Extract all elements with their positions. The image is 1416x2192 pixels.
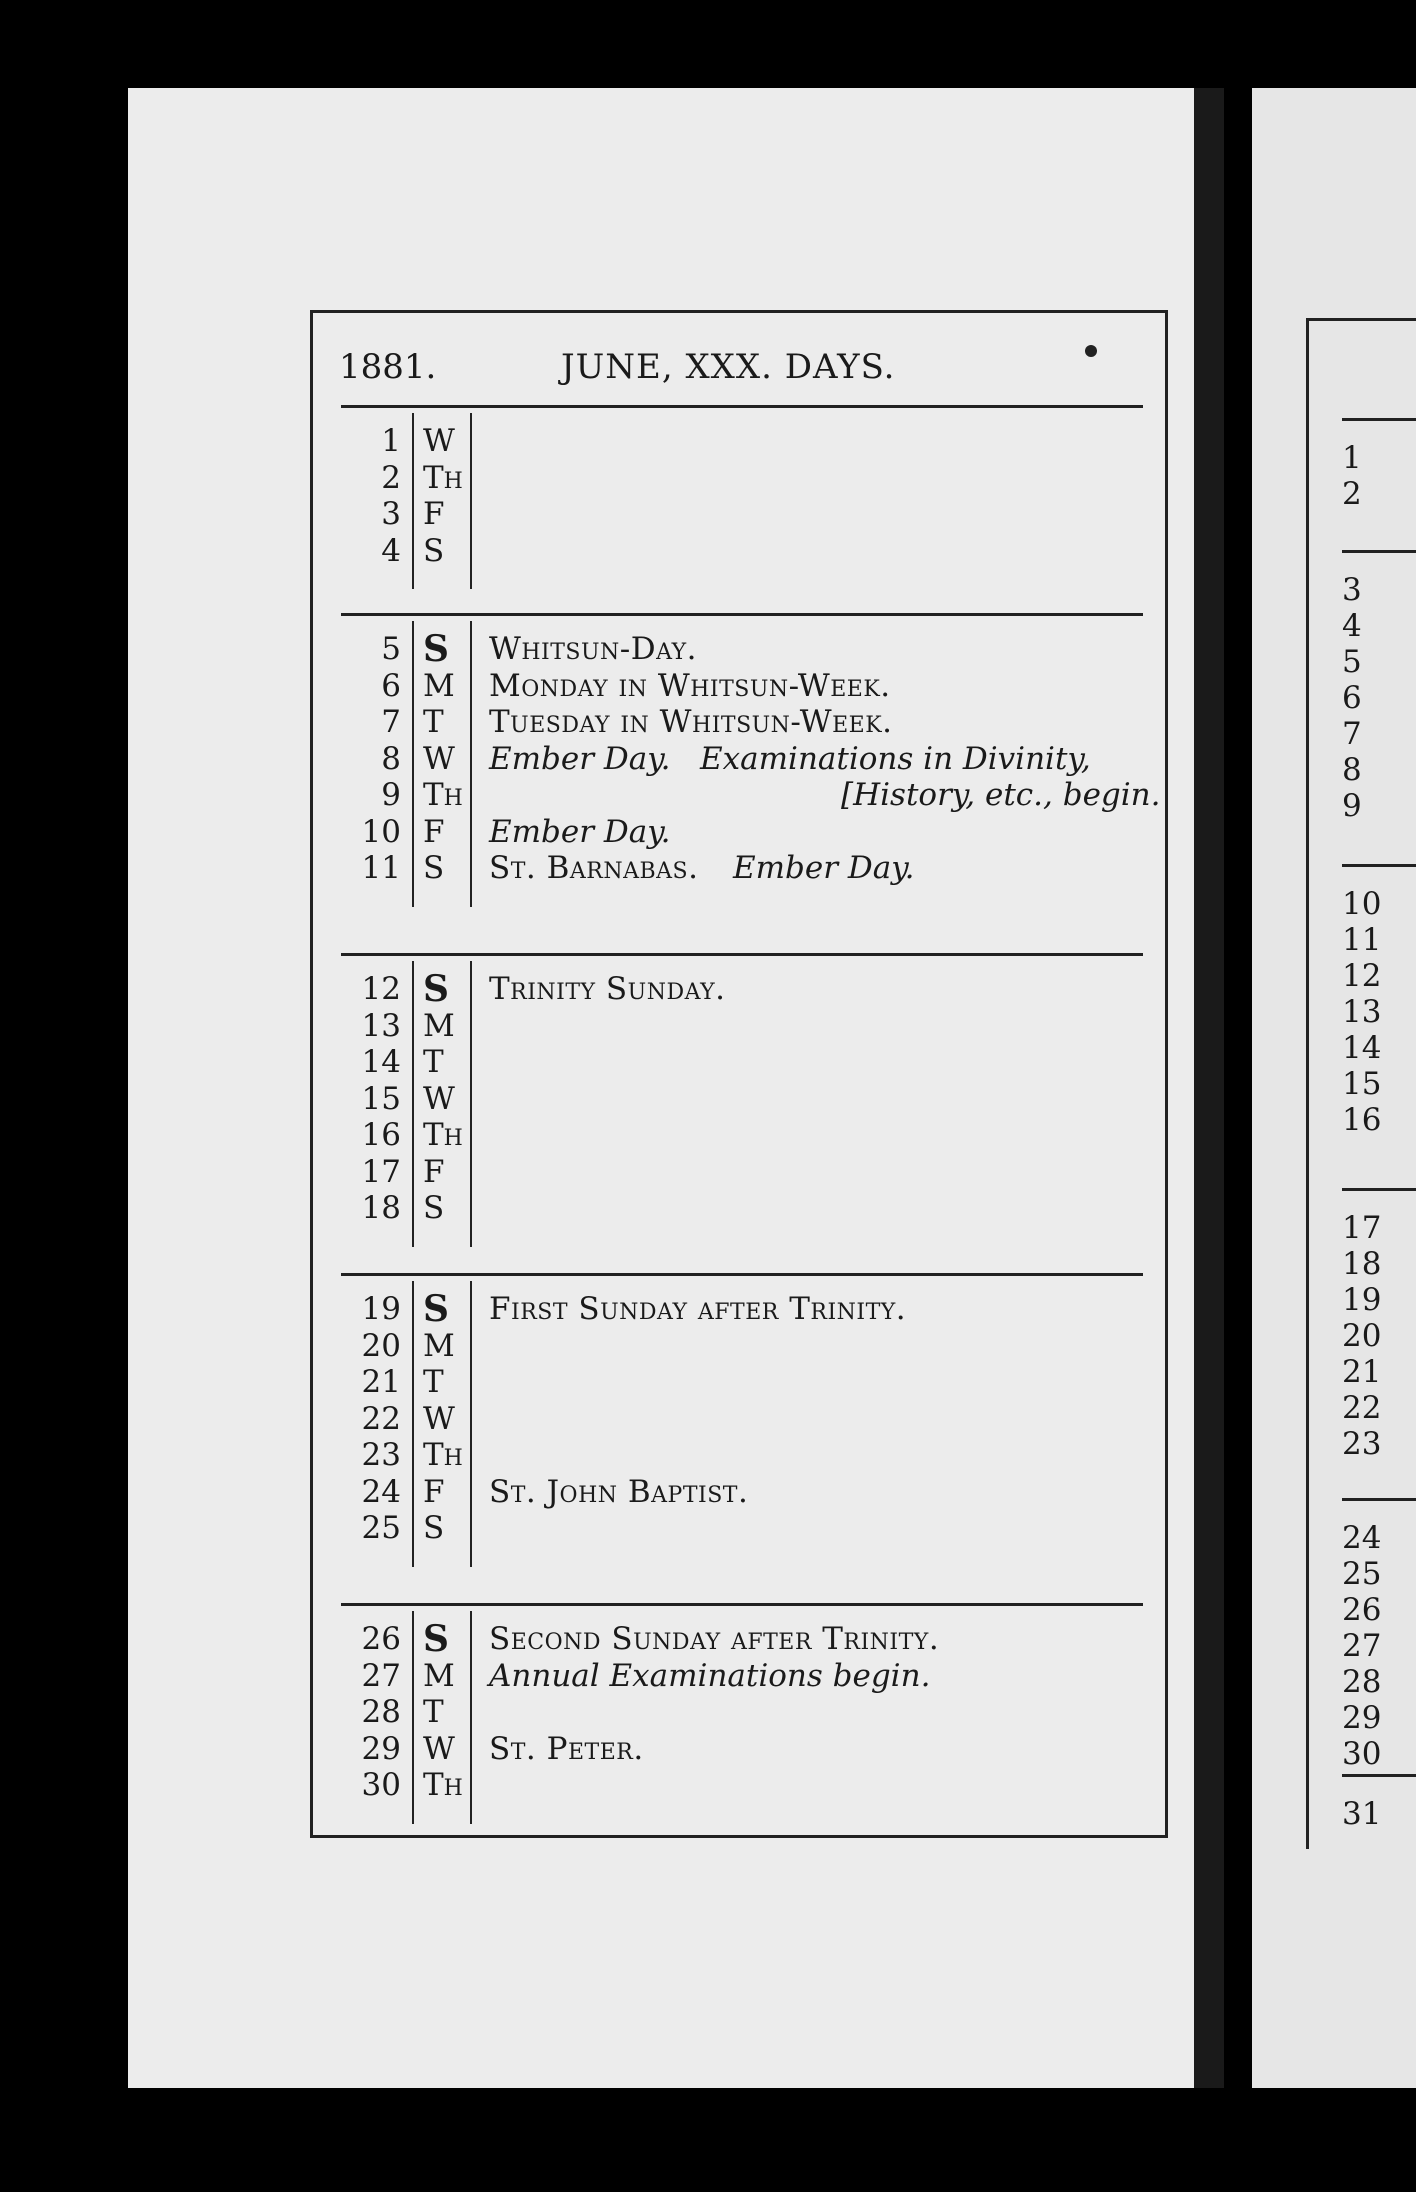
day-row: [313, 704, 1165, 740]
day-number: 11: [361, 850, 401, 886]
day-row: [313, 1008, 1165, 1044]
calendar-page: [310, 310, 1168, 1838]
week-divider: [341, 953, 1143, 956]
day-row: [313, 1510, 1165, 1546]
day-number: 5: [381, 631, 401, 667]
right-page-day-number: 30: [1342, 1736, 1382, 1772]
day-number: 12: [361, 971, 401, 1007]
event-text: Ember Day.: [489, 813, 671, 850]
day-row: [313, 1081, 1165, 1117]
day-number: 16: [361, 1117, 401, 1153]
day-row: [313, 741, 1165, 777]
right-page-day-number: 25: [1342, 1556, 1382, 1592]
day-number: 6: [381, 667, 401, 704]
right-page-day-number: 10: [1342, 886, 1382, 922]
weekday-letter: Th: [423, 1767, 463, 1803]
right-page-day-number: 31: [1342, 1796, 1382, 1832]
event-text: Ember Day. Examinations in Divinity,: [489, 740, 1091, 777]
day-row: [313, 1618, 1165, 1660]
right-page-day-number: 16: [1342, 1102, 1382, 1138]
day-number: 13: [361, 1007, 401, 1044]
day-number: 21: [361, 1364, 401, 1400]
day-number: 25: [361, 1510, 401, 1546]
right-page-day-number: 24: [1342, 1520, 1382, 1556]
right-page-day-number: 11: [1342, 922, 1382, 958]
weekday-letter: M: [423, 667, 455, 704]
day-number: 20: [361, 1327, 401, 1364]
right-page-day-number: 26: [1342, 1592, 1382, 1628]
right-page-day-number: 12: [1342, 958, 1382, 994]
right-page-day-number: 18: [1342, 1246, 1382, 1282]
weekday-letter: S: [423, 1190, 445, 1226]
day-number: 8: [381, 740, 401, 777]
right-page-day-number: 15: [1342, 1066, 1382, 1102]
day-row: [313, 1190, 1165, 1226]
weekday-letter: M: [423, 1327, 455, 1364]
weekday-letter: M: [423, 1657, 455, 1694]
right-page-day-number: 14: [1342, 1030, 1382, 1066]
weekday-letter: T: [423, 1694, 444, 1730]
day-number: 19: [361, 1291, 401, 1327]
day-row: [313, 460, 1165, 496]
weekday-letter: S: [423, 1288, 449, 1330]
week-divider: [341, 613, 1143, 616]
right-page-day-number: 19: [1342, 1282, 1382, 1318]
right-page-divider: [1342, 550, 1416, 553]
weekday-letter: T: [423, 1044, 444, 1080]
day-row: [313, 533, 1165, 569]
right-page-day-number: 1: [1342, 440, 1362, 476]
day-number: 18: [361, 1190, 401, 1226]
weekday-letter: F: [423, 1153, 445, 1190]
weekday-letter: W: [423, 1400, 455, 1437]
day-row: [313, 668, 1165, 704]
day-row: [313, 628, 1165, 670]
weekday-letter: Th: [423, 1117, 463, 1153]
right-page-day-number: 7: [1342, 716, 1362, 752]
day-number: 22: [361, 1400, 401, 1437]
event-text: First Sunday after Trinity.: [489, 1291, 907, 1327]
weekday-letter: W: [423, 740, 455, 777]
right-page-divider: [1342, 1498, 1416, 1501]
right-page-day-number: 6: [1342, 680, 1362, 716]
event-text: St. Peter.: [489, 1730, 644, 1767]
right-page-day-number: 28: [1342, 1664, 1382, 1700]
day-number: 10: [361, 813, 401, 850]
right-page-divider: [1342, 418, 1416, 421]
day-row: [313, 1767, 1165, 1803]
event-text-secondary: Ember Day.: [733, 850, 915, 886]
right-page-day-number: 29: [1342, 1700, 1382, 1736]
day-row: [313, 1288, 1165, 1330]
day-number: 2: [381, 459, 401, 496]
weekday-letter: F: [423, 1473, 445, 1510]
weekday-letter: Th: [423, 1437, 463, 1473]
ink-dot: [1085, 345, 1097, 357]
day-number: 4: [381, 532, 401, 569]
day-row: [313, 1401, 1165, 1437]
day-row: [313, 1117, 1165, 1153]
right-page-day-number: 2: [1342, 476, 1362, 512]
day-row: [313, 1658, 1165, 1694]
weekday-letter: S: [423, 1618, 449, 1660]
weekday-letter: T: [423, 1364, 444, 1400]
day-number: 23: [361, 1437, 401, 1473]
day-row: [313, 1328, 1165, 1364]
day-number: 1: [381, 423, 401, 459]
week-divider: [341, 1273, 1143, 1276]
day-number: 27: [361, 1657, 401, 1694]
weekday-letter: W: [423, 1080, 455, 1117]
weekday-letter: F: [423, 813, 445, 850]
day-number: 29: [361, 1730, 401, 1767]
right-page-day-number: 5: [1342, 644, 1362, 680]
week-divider: [341, 405, 1143, 408]
event-text: Monday in Whitsun-Week.: [489, 667, 891, 704]
event-text: Trinity Sunday.: [489, 971, 726, 1007]
weekday-letter: S: [423, 968, 449, 1010]
right-page-day-number: 20: [1342, 1318, 1382, 1354]
right-page-day-number: 4: [1342, 608, 1362, 644]
event-text: St. John Baptist.: [489, 1473, 749, 1510]
event-text: Tuesday in Whitsun-Week.: [489, 704, 893, 740]
day-number: 17: [361, 1153, 401, 1190]
weekday-letter: T: [423, 704, 444, 740]
right-page-day-number: 3: [1342, 572, 1362, 608]
right-page-day-number: 23: [1342, 1426, 1382, 1462]
weekday-letter: S: [423, 1510, 445, 1546]
event-text: Whitsun-Day.: [489, 631, 697, 667]
day-number: 28: [361, 1694, 401, 1730]
month-title: JUNE, XXX. DAYS.: [561, 347, 896, 387]
day-number: 7: [381, 704, 401, 740]
right-page-day-number: 17: [1342, 1210, 1382, 1246]
weekday-letter: Th: [423, 777, 463, 813]
event-text: [History, etc., begin.: [841, 777, 1161, 813]
day-row: [313, 850, 1165, 886]
right-page-day-number: 8: [1342, 752, 1362, 788]
right-page-day-number: 27: [1342, 1628, 1382, 1664]
weekday-letter: Th: [423, 459, 463, 496]
day-row: [313, 423, 1165, 459]
day-row: [313, 968, 1165, 1010]
calendar-header: [313, 313, 1165, 405]
right-page-day-number: 13: [1342, 994, 1382, 1030]
right-page-divider: [1342, 1188, 1416, 1191]
right-page-day-number: 22: [1342, 1390, 1382, 1426]
day-row: [313, 1731, 1165, 1767]
weekday-letter: F: [423, 496, 445, 532]
right-page-day-number: 21: [1342, 1354, 1382, 1390]
right-page-divider: [1342, 1774, 1416, 1777]
day-number: 9: [381, 777, 401, 813]
day-row: [313, 1694, 1165, 1730]
day-number: 15: [361, 1080, 401, 1117]
weekday-letter: S: [423, 532, 445, 569]
day-number: 26: [361, 1621, 401, 1657]
weekday-letter: W: [423, 423, 455, 459]
weekday-letter: W: [423, 1730, 455, 1767]
right-page-day-number: 9: [1342, 788, 1362, 824]
event-text: Second Sunday after Trinity.: [489, 1621, 940, 1657]
event-text: Annual Examinations begin.: [489, 1657, 931, 1694]
week-divider: [341, 1603, 1143, 1606]
day-row: [313, 814, 1165, 850]
day-row: [313, 496, 1165, 532]
day-row: [313, 777, 1165, 813]
day-number: 3: [381, 496, 401, 532]
day-number: 30: [361, 1767, 401, 1803]
weekday-letter: S: [423, 628, 449, 670]
day-row: [313, 1437, 1165, 1473]
day-number: 24: [361, 1473, 401, 1510]
day-row: [313, 1154, 1165, 1190]
event-text: St. Barnabas.: [489, 850, 699, 886]
weekday-letter: M: [423, 1007, 455, 1044]
day-row: [313, 1474, 1165, 1510]
day-row: [313, 1364, 1165, 1400]
year-label: 1881.: [339, 347, 437, 387]
day-number: 14: [361, 1044, 401, 1080]
right-page-divider: [1342, 864, 1416, 867]
day-row: [313, 1044, 1165, 1080]
weekday-letter: S: [423, 850, 445, 886]
